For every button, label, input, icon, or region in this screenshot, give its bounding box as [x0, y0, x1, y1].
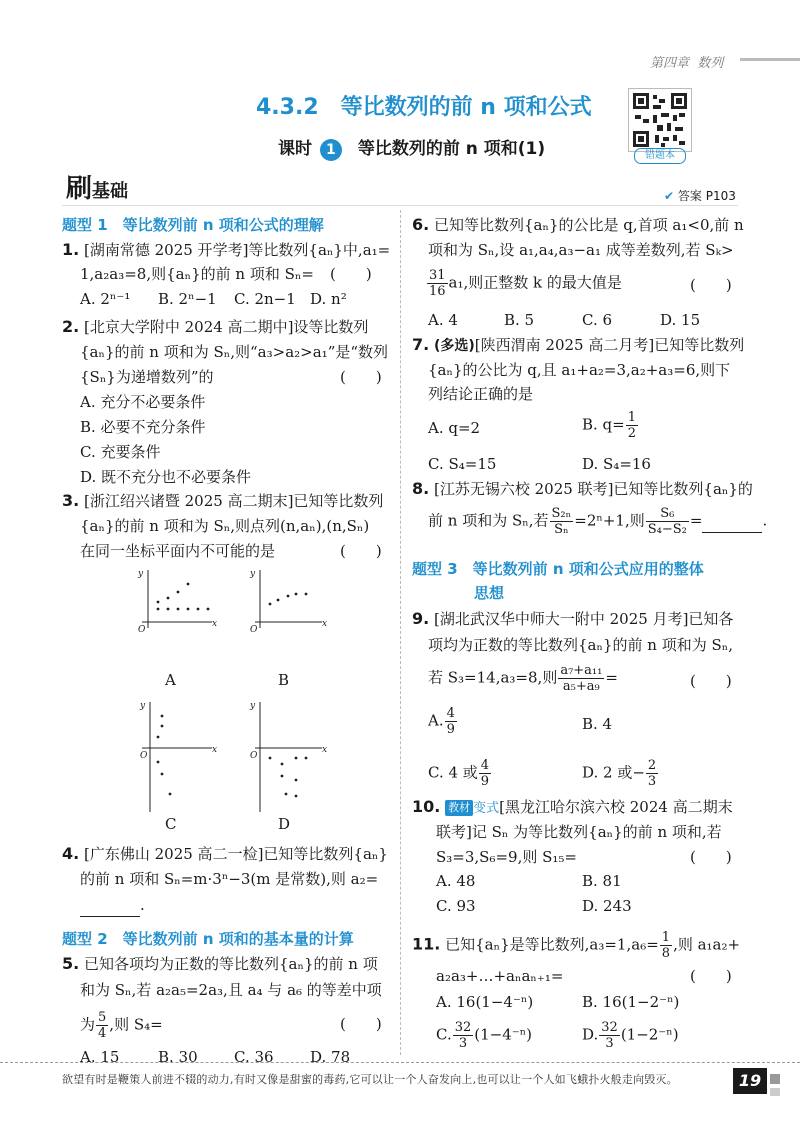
q5-option-a[interactable]: A. 15 [80, 1048, 120, 1066]
q1-text-2: 1,a₂a₃=8,则{aₙ}的前 n 项和 Sₙ= [80, 265, 314, 283]
chapter-title: 数列 [697, 56, 724, 71]
qr-code[interactable] [628, 88, 692, 152]
section-title: 4.3.2 等比数列的前 n 项和公式 [256, 95, 592, 120]
q8-line1 [412, 478, 753, 500]
answer-page: 答案 P103 [677, 189, 736, 203]
q11-fraction [660, 930, 672, 961]
q7-option-a[interactable]: A. q=2 [428, 419, 481, 437]
page-corner-decor-2 [770, 1088, 780, 1096]
q11-option-b[interactable]: B. 16(1−2⁻ⁿ) [582, 993, 680, 1011]
q9-d-den: 3 [647, 774, 657, 789]
q6-text-2: 项和为 Sₙ,设 a₁,a₄,a₃−a₁ 成等差数列,若 Sₖ> [428, 241, 734, 259]
q5-line1 [62, 953, 378, 975]
q7-line1 [412, 334, 744, 357]
q7-b-frac-den: 2 [627, 426, 637, 441]
q3-number: 3. [62, 491, 80, 510]
q5-frac-num: 5 [98, 1010, 107, 1025]
q11-frac-num: 1 [661, 930, 671, 945]
q9-line1 [412, 608, 733, 630]
q9-d-fraction [646, 758, 658, 789]
q9-fraction [558, 663, 604, 694]
q1-answer-paren: ( ) [330, 265, 372, 283]
q2-line1 [62, 316, 368, 338]
q11-number: 11. [412, 934, 441, 954]
q10-line1 [412, 796, 733, 820]
brush-heading [66, 168, 128, 205]
q8-text-1: [江苏无锡六校 2025 联考]已知等比数列{aₙ}的 [434, 480, 753, 498]
q9-frac-num: a₇+a₁₁ [560, 663, 603, 678]
q3-graph-label-d[interactable]: D [278, 815, 291, 833]
q11-line1 [412, 930, 740, 961]
svg-text:x: x [212, 619, 218, 629]
q9-c-den: 9 [480, 774, 490, 789]
type-3-heading: 题型 3 等比数列前 n 项和公式应用的整体 [412, 560, 704, 578]
q11-option-c-post: (1−4⁻ⁿ) [474, 1025, 533, 1044]
q11-frac-den: 8 [661, 946, 671, 961]
q6-text-3: a₁,则正整数 k 的最大值是 [448, 273, 622, 292]
q1-number: 1. [62, 240, 80, 259]
svg-text:y: y [138, 569, 144, 579]
svg-text:y: y [250, 701, 256, 711]
svg-text:y: y [250, 569, 256, 579]
q5-frac-den: 4 [98, 1026, 107, 1041]
q6-answer-paren: ( ) [690, 276, 732, 294]
brush-word: 基础 [92, 181, 129, 202]
q8-answer-blank[interactable] [702, 510, 762, 533]
q11-c-den: 3 [458, 1036, 468, 1051]
q8-f1-den: Sₙ [554, 522, 569, 537]
q3-text-2: {aₙ}的前 n 项和为 Sₙ,则点列(n,aₙ),(n,Sₙ) [80, 517, 370, 535]
q7-number: 7. [412, 335, 430, 354]
q11-d-fraction [599, 1020, 620, 1051]
q6-line3 [426, 268, 622, 299]
q8-line2 [428, 506, 767, 537]
q2-answer-paren: ( ) [340, 368, 382, 386]
svg-text:O: O [250, 625, 258, 635]
q2-number: 2. [62, 317, 80, 336]
q10-text-2: 联考]记 Sₙ 为等比数列{aₙ}的前 n 项和,若 [436, 823, 722, 841]
q8-number: 8. [412, 479, 430, 498]
q5-text-3b: ,则 S₄= [109, 1015, 163, 1034]
q2-text-2: {aₙ}的前 n 项和为 Sₙ,则“a₃>a₂>a₁”是“数列 [80, 343, 389, 361]
q6-line1 [412, 214, 744, 236]
q9-text-1: [湖北武汉华中师大一附中 2025 月考]已知各 [434, 610, 734, 628]
q9-option-a-prefix: A. [428, 711, 444, 730]
q10-text-1: [黑龙江哈尔滨六校 2024 高二期末 [499, 798, 733, 816]
q9-c-num: 4 [480, 758, 490, 773]
q6-fraction [427, 268, 448, 299]
q2-option-b[interactable]: B. 必要不充分条件 [80, 418, 206, 436]
lesson-label: 课时 [278, 139, 312, 159]
q9-option-d[interactable] [582, 758, 659, 789]
q7-b-frac-num: 1 [627, 410, 637, 425]
q9-option-c-prefix: C. 4 或 [428, 763, 478, 782]
q9-answer-paren: ( ) [690, 672, 732, 690]
q11-option-c-prefix: C. [436, 1025, 452, 1044]
q6-text-1: 已知等比数列{aₙ}的公比是 q,首项 a₁<0,前 n [434, 216, 744, 234]
svg-text:O: O [140, 751, 148, 761]
q5-text-2: 和为 Sₙ,若 a₂a₅=2a₃,且 a₄ 与 a₆ 的等差中项 [80, 981, 382, 999]
q5-option-b[interactable]: B. 30 [158, 1048, 198, 1066]
q7-option-c[interactable]: C. S₄=15 [428, 455, 497, 473]
q9-text-3b: = [605, 668, 618, 687]
q11-option-d-post: (1−2⁻ⁿ) [620, 1025, 679, 1044]
q11-option-c[interactable] [436, 1020, 532, 1051]
lesson-number-badge: 1 [320, 139, 342, 161]
lesson-title-row [278, 134, 545, 161]
q10-option-b[interactable]: B. 81 [582, 872, 622, 890]
q9-option-a[interactable] [428, 706, 458, 737]
q4-text-1: [广东佛山 2025 高二一检]已知等比数列{aₙ} [84, 845, 388, 863]
q2-text-1: [北京大学附中 2024 高二期中]设等比数列 [84, 318, 369, 336]
q9-option-b[interactable]: B. 4 [582, 715, 613, 733]
svg-text:x: x [322, 619, 328, 629]
q11-text-1a: 已知{aₙ}是等比数列,a₃=1,a₆= [445, 935, 659, 954]
q7-option-b-fraction [626, 410, 638, 441]
q3-graphs [100, 562, 350, 842]
q6-frac-num: 31 [429, 268, 446, 283]
q11-c-fraction [453, 1020, 474, 1051]
q1-option-d[interactable]: D. n² [310, 290, 347, 308]
q10-answer-paren: ( ) [690, 848, 732, 866]
q7-multi-tag: (多选) [434, 338, 475, 354]
brush-char: 刷 [66, 174, 93, 204]
lesson-title: 等比数列的前 n 项和(1) [357, 139, 546, 159]
q8-period: . [762, 511, 768, 530]
q11-text-2: a₂a₃+…+aₙaₙ₊₁= [436, 967, 564, 985]
q11-d-den: 3 [605, 1036, 614, 1051]
q6-option-a[interactable]: A. 4 [428, 311, 458, 329]
q8-fraction-2 [646, 506, 689, 537]
svg-text:O: O [250, 751, 258, 761]
page-corner-decor [770, 1074, 780, 1084]
q11-text-1b: ,则 a₁a₂+ [673, 935, 741, 954]
q8-text-2b: =2ⁿ+1,则 [574, 511, 645, 530]
type-2-heading: 题型 2 等比数列前 n 项和的基本量的计算 [62, 930, 354, 948]
q4-period: . [140, 896, 145, 914]
q6-number: 6. [412, 215, 430, 234]
q3-answer-paren: ( ) [340, 542, 382, 560]
q5-number: 5. [62, 954, 80, 973]
q10-number: 10. [412, 797, 441, 816]
q10-text-3: S₃=3,S₆=9,则 S₁₅= [436, 848, 577, 866]
q11-option-d-prefix: D. [582, 1025, 599, 1044]
q5-fraction [96, 1010, 108, 1041]
qr-icon [629, 89, 691, 151]
q3-text-1: [浙江绍兴诸暨 2025 高二期末]已知等比数列 [84, 492, 384, 510]
q10-textbook-badge: 教材 [445, 800, 473, 816]
q8-fraction-1 [550, 506, 574, 537]
q5-text-3a: 为 [80, 1015, 96, 1034]
q5-option-d[interactable]: D. 78 [310, 1048, 351, 1066]
q6-option-d[interactable]: D. 15 [660, 311, 701, 329]
q11-answer-paren: ( ) [690, 967, 732, 985]
q2-option-d[interactable]: D. 既不充分也不必要条件 [80, 468, 252, 486]
q5-line3 [80, 1010, 163, 1041]
q7-option-d[interactable]: D. S₄=16 [582, 455, 651, 473]
q9-text-2: 项均为正数的等比数列{aₙ}的前 n 项和为 Sₙ, [428, 636, 734, 654]
q7-text-3: 列结论正确的是 [428, 385, 534, 403]
q3-line1 [62, 490, 383, 512]
q9-a-den: 9 [446, 722, 455, 737]
chapter-header [650, 52, 723, 71]
q5-text-1: 已知各项均为正数的等比数列{aₙ}的前 n 项 [84, 955, 378, 973]
q9-frac-den: a₅+a₉ [562, 679, 600, 694]
check-icon: ✔ [664, 189, 675, 203]
q1-option-c[interactable]: C. 2n−1 [234, 290, 296, 308]
q6-frac-den: 16 [429, 284, 446, 299]
svg-text:O: O [138, 625, 146, 635]
column-divider [400, 210, 401, 1055]
q7-text-1: [陕西渭南 2025 高二月考]已知等比数列 [474, 336, 745, 354]
header-rule [740, 58, 800, 61]
q9-number: 9. [412, 609, 430, 628]
q2-option-a[interactable]: A. 充分不必要条件 [80, 393, 206, 411]
q3-text-3: 在同一坐标平面内不可能的是 [80, 542, 276, 560]
q8-f1-num: S₂ₙ [551, 506, 572, 521]
q9-option-c[interactable] [428, 758, 492, 789]
type-1-heading: 题型 1 等比数列前 n 项和公式的理解 [62, 216, 324, 234]
q2-text-3: {Sₙ}为递增数列”的 [80, 368, 214, 386]
q3-graph-label-b[interactable]: B [278, 671, 290, 689]
brush-rule [62, 205, 738, 206]
q8-text-2c: = [689, 511, 703, 530]
q3-graph-label-c[interactable]: C [165, 815, 177, 833]
q2-option-c[interactable]: C. 充要条件 [80, 443, 161, 461]
q10-option-c[interactable]: C. 93 [436, 897, 476, 915]
q4-number: 4. [62, 844, 80, 863]
q8-f2-den: S₄−S₂ [647, 522, 687, 537]
q10-option-d[interactable]: D. 243 [582, 897, 632, 915]
q8-text-2a: 前 n 项和为 Sₙ,若 [428, 511, 549, 530]
q10-variant-tag: 变式 [473, 801, 500, 816]
q5-answer-paren: ( ) [340, 1015, 382, 1033]
q11-d-num: 32 [601, 1020, 618, 1035]
q9-line3 [428, 663, 618, 694]
q6-option-c[interactable]: C. 6 [582, 311, 613, 329]
q6-option-b[interactable]: B. 5 [504, 311, 535, 329]
q9-c-fraction [479, 758, 491, 789]
q3-graph-label-a[interactable]: A [165, 671, 176, 689]
chapter-number: 第四章 [650, 56, 690, 71]
q8-f2-num: S₆ [646, 506, 689, 522]
type-3-heading-cont: 思想 [474, 584, 505, 602]
q10-option-a[interactable]: A. 48 [436, 872, 476, 890]
q4-answer-blank[interactable] [80, 894, 140, 917]
q1-line1 [62, 239, 390, 261]
q9-d-num: 2 [647, 758, 657, 773]
q9-a-fraction [445, 706, 457, 737]
q11-c-num: 32 [454, 1020, 472, 1035]
q7-option-b[interactable] [582, 410, 639, 441]
qr-caption [634, 148, 686, 164]
q4-answer-line[interactable] [80, 894, 145, 917]
footer-quote: 欲望有时是鞭策人前进不辍的动力,有时又像是甜蜜的毒药,它可以让一个人奋发向上,也可以让一个人如飞蛾扑火般走向毁灭。 [62, 1073, 678, 1086]
footer-rule [0, 1062, 800, 1063]
q4-text-2: 的前 n 项和 Sₙ=m·3ⁿ−3(m 是常数),则 a₂= [80, 870, 379, 888]
q9-text-3a: 若 S₃=14,a₃=8,则 [428, 668, 558, 687]
q1-text-1: [湖南常德 2025 开学考]等比数列{aₙ}中,a₁= [84, 241, 391, 259]
answer-ref [664, 187, 736, 204]
q9-option-d-prefix: D. 2 或− [582, 763, 645, 782]
q4-line1 [62, 843, 388, 865]
page-number: 19 [738, 1071, 762, 1090]
svg-text:x: x [212, 745, 218, 755]
svg-text:x: x [322, 745, 328, 755]
q7-text-2: {aₙ}的公比为 q,且 a₁+a₂=3,a₂+a₃=6,则下 [428, 361, 731, 379]
q7-option-b-prefix: B. q= [582, 415, 625, 434]
svg-text:y: y [140, 701, 146, 711]
q11-option-a[interactable]: A. 16(1−4⁻ⁿ) [436, 993, 534, 1011]
q1-option-b[interactable]: B. 2ⁿ−1 [158, 290, 217, 308]
q1-option-a[interactable]: A. 2ⁿ⁻¹ [80, 290, 131, 308]
page-number-box [733, 1068, 767, 1094]
q11-option-d[interactable] [582, 1020, 679, 1051]
q9-a-num: 4 [446, 706, 455, 721]
qr-caption-text: 错题本 [645, 150, 675, 161]
q5-option-c[interactable]: C. 36 [234, 1048, 274, 1066]
